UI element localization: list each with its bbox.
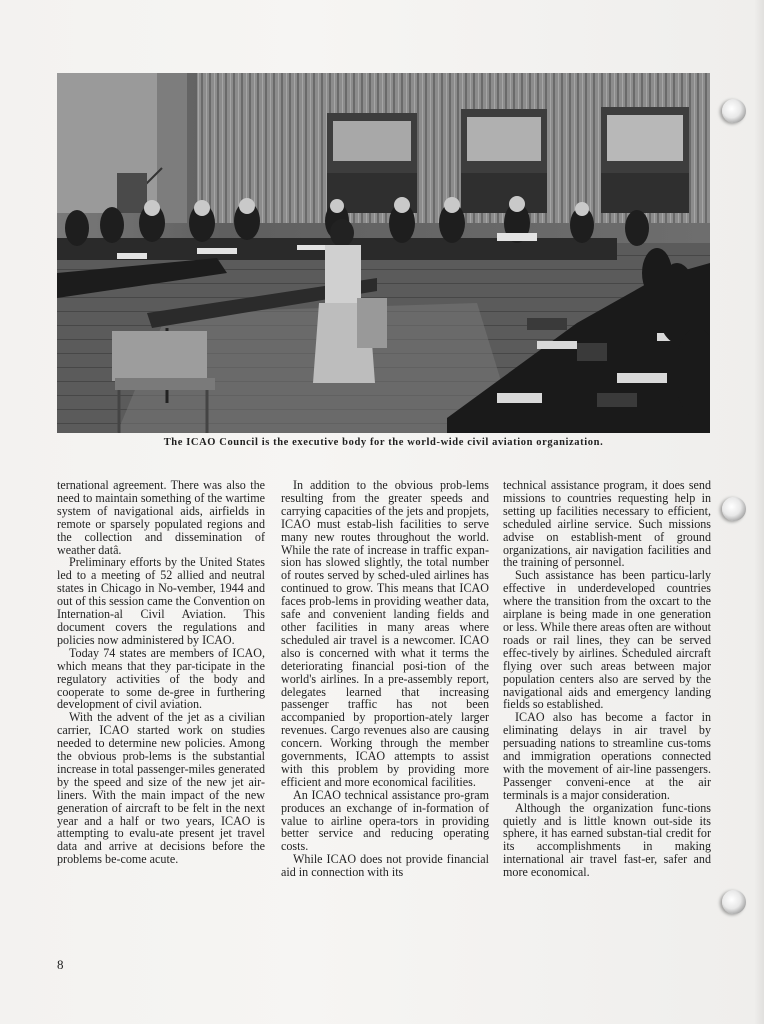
binder-hole-icon [722,497,746,521]
paragraph: Such assistance has been particu-larly effective in underdeveloped countries where the transition from the oxcart to the airplane is being made in one generation or less. While there areas often are without roads or rail lines, they can be served effec-tively by airlines. Scheduled aircraft flying over such areas between major population centers also are served by the navigational aids and emergency landing fields so established. [503,568,711,712]
page-number: 8 [57,957,64,972]
article-body [57,479,713,934]
paragraph: Preliminary efforts by the United States led to a meeting of 52 allied and neutral states in Chicago in No-vember, 1944 and out of this session came the Convention on Internation-al Civil Aviation. This document covers the regulations and policies now administered by ICAO. [57,555,265,647]
article-column-3 [503,479,711,879]
page-edge [754,0,764,1024]
binder-hole-icon [722,99,746,123]
paragraph: Today 74 states are members of ICAO, which means that they par-ticipate in the regulatory activities of the body and cooperate to some de-gree in furthering development of civil aviation. [57,645,265,712]
paragraph: Although the organization func-tions quietly and is little known out-side its sphere, it has earned substan-tial credit for its accomplishments in making international air travel fast-er, safer and more economical. [503,800,711,880]
binder-hole-icon [722,890,746,914]
paragraph: While ICAO does not provide financial aid in connection with its [281,852,489,880]
council-photo [57,73,710,433]
photo-caption: The ICAO Council is the executive body for the world-wide civil aviation organization. [163,437,604,448]
paragraph: An ICAO technical assistance pro-gram produces an exchange of in-formation of value to airline opera-tors in providing better service and reducing operating costs. [281,787,489,854]
paragraph: With the advent of the jet as a civilian carrier, ICAO started work on studies needed to determine new policies. Among the obvious prob-lems is the substantial increase in total passenger-miles generated by the speed and size of the new jet air-liners. With the main impact of the new generation of aircraft to be felt in the next year and a half or two years, ICAO is attempting to evalu-ate present jet travel data and arrive at decisions before the problems be-come acute. [57,710,265,867]
paragraph: ternational agreement. There was also the need to maintain something of the wartime system of navigational aids, airfields in remote or sparsely populated regions and the collection and dissemination of weather datâ. [57,478,265,557]
paragraph: In addition to the obvious prob-lems resulting from the greater speeds and carrying capacities of the jets and propjets, ICAO must estab-lish facilities to serve many new routes throughout the world. While the rate of increase in traffic expan-sion has slowed slightly, the total number of routes served by sched-uled airlines has continued to grow. This means that ICAO faces prob-lems in providing weather data, safe and convenient landing fields and other facilities in many areas where scheduled air travel is a newcomer. ICAO also is concerned with what it terms the deteriorating financial posi-tion of the world's airlines. In a pre-assembly report, delegates learned that increasing passenger traffic has not been accompanied by proportion-ately larger revenues. Cargo revenues also are causing concern. Working through the member governments, ICAO attempts to assist with this problem by providing more efficient and more economical facilities. [281,478,489,789]
council-meeting-illustration [57,73,710,433]
paragraph: technical assistance program, it does send missions to countries requesting help in setting up facilities necessary to efficient, scheduled airline service. Such missions advise on establish-ment of ground organizations, air navigation facilities and the training of personnel. [503,478,711,570]
article-column-1 [57,479,265,866]
article-column-2 [281,479,489,879]
paragraph: ICAO also has become a factor in eliminating delays in air travel by persuading nations to streamline cus-toms and immigration operations connected with the movement of air-line passengers. Passenger conveni-ence at the air terminals is a major consideration. [503,710,711,802]
